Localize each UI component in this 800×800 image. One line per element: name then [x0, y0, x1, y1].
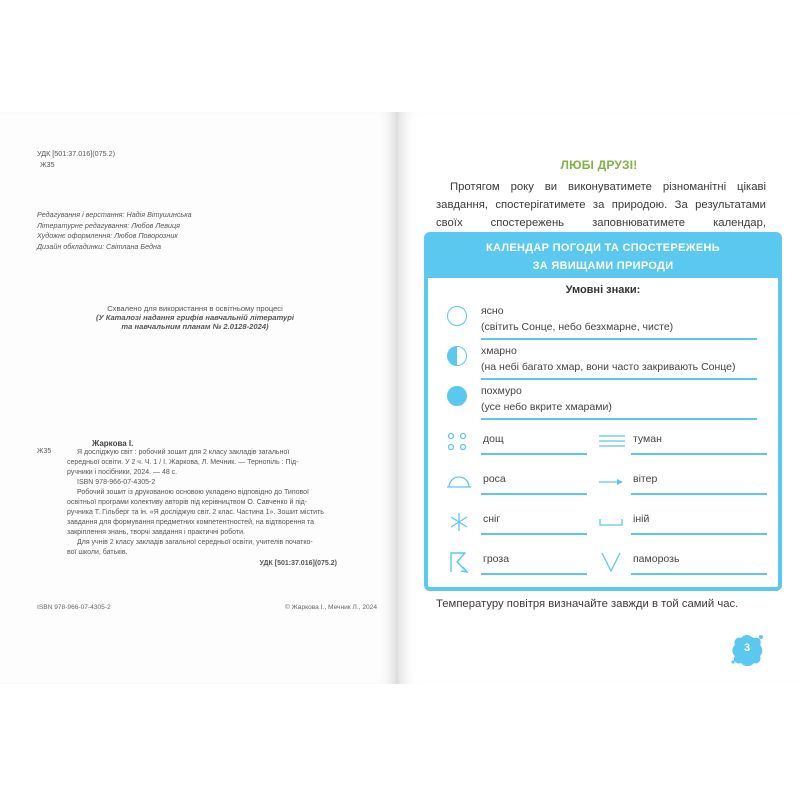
symbol-label: туман [633, 433, 662, 445]
full-circle-icon [447, 386, 467, 406]
symbol-rime [597, 549, 767, 577]
write-line [481, 453, 587, 455]
symbol-hoarfrost [597, 509, 767, 537]
write-line [631, 573, 767, 575]
dew-icon [447, 471, 471, 493]
symbol-thunderstorm [447, 549, 587, 577]
credits [37, 210, 192, 252]
outro-text: Температуру повітря визначайте завжди в той самий час. [436, 598, 739, 610]
write-line [481, 378, 757, 380]
symbol-rain [447, 429, 587, 457]
sky-description: (світить Сонце, небо безхмарне, чисте) [481, 321, 674, 333]
page-number: 3 [743, 642, 751, 654]
author-name: Жаркова І. [92, 439, 134, 448]
symbol-wind [597, 469, 767, 497]
annotation-line: освітньої програми колективу авторів під керівництвом О. Савченко й під- [67, 499, 308, 506]
symbol-label: роса [483, 473, 506, 485]
calendar-title [428, 236, 778, 278]
approval-line: (У Каталозі надання грифів навчальній літературі [96, 313, 294, 322]
left-footer [37, 604, 377, 611]
symbol-snow [447, 509, 587, 537]
approval-line: та навчальним планам № 2.0128-2024) [121, 322, 269, 331]
calendar-title-line: ЗА ЯВИЩАМИ ПРИРОДИ [532, 260, 674, 272]
credit-line: Редагування і верстання: Надія Вітушинська [37, 210, 192, 219]
write-line [481, 338, 757, 340]
udk-header [37, 149, 115, 170]
symbol-label: дощ [483, 433, 504, 445]
symbol-row [447, 509, 767, 537]
annotation-line: Робочий зошит із друкованою основою укладено відповідно до Типової [77, 489, 309, 496]
udk-bottom: УДК [501:37.016](075.2) [259, 560, 337, 567]
write-line [631, 453, 767, 455]
symbol-label: іній [633, 513, 650, 525]
symbol-dew [447, 469, 587, 497]
empty-circle-icon [447, 306, 467, 326]
biblio-line: Я досліджую світ : робочий зошит для 2 класу закладів загальної [77, 449, 290, 456]
sky-label: похмуро [481, 385, 522, 397]
calendar-title-line: КАЛЕНДАР ПОГОДИ ТА СПОСТЕРЕЖЕНЬ [486, 242, 720, 254]
rime-icon [597, 551, 625, 573]
page-number-badge [729, 632, 765, 668]
sky-label: ясно [481, 305, 504, 317]
symbol-fog [597, 429, 767, 457]
approval-line: Схвалено для використання в освітньому процесі [107, 304, 283, 313]
udk-code: УДК [501:37.016](075.2) [37, 149, 116, 158]
isbn-footer: ISBN 978-966-07-4305-2 [37, 604, 111, 611]
audience-line: Для учнів 2 класу закладів загальної середньої освіти, учителів початко- [77, 539, 313, 546]
write-line [631, 533, 767, 535]
intro-paragraph: Протягом року ви виконуватимете різноманітні цікаві завдання, спостерігатимете за природою. За результатами своїх спостережень заповнюватимете календар, [436, 181, 766, 229]
audience-line: вої школи, батьків. [67, 549, 128, 556]
weather-calendar-box [424, 232, 782, 591]
legend-title: Умовні знаки: [565, 284, 641, 296]
annotation-line: закріплення знань, творчі завдання і практичні роботи. [67, 529, 245, 536]
credit-line: Дизайн обкладинки: Світлана Бедна [37, 241, 161, 251]
symbol-label: паморозь [633, 553, 680, 565]
symbol-row [447, 549, 767, 577]
symbol-label: вітер [633, 473, 658, 485]
fog-icon [597, 431, 625, 453]
biblio-line: середньої освіти. У 2 ч. Ч. 1 / І. Жаркова, Л. Мечник. — Тернопіль : Під- [67, 459, 299, 466]
greeting-heading: ЛЮБІ ДРУЗІ! [560, 158, 638, 172]
bibliographic-record [37, 439, 337, 567]
write-line [481, 493, 587, 495]
symbol-label: сніг [483, 513, 501, 525]
bbk-code: Ж35 [40, 159, 55, 169]
wind-arrow-icon [597, 471, 625, 493]
symbol-row [447, 469, 767, 497]
write-line [631, 493, 767, 495]
annotation-line: завдання для формування предметних компетентностей, на відтворення та [67, 519, 314, 526]
hoarfrost-icon [597, 511, 625, 533]
isbn-line: ISBN 978-966-07-4305-2 [77, 479, 156, 486]
sky-description: (на небі багато хмар, вони часто закривають Сонце) [481, 361, 736, 373]
write-line [481, 418, 757, 420]
snowflake-icon [447, 511, 471, 533]
write-line [481, 533, 587, 535]
credit-line: Літературне редагування: Любов Левиця [37, 220, 180, 230]
sky-label: хмарно [481, 345, 517, 357]
thunderstorm-icon [447, 551, 471, 573]
half-circle-icon [447, 346, 467, 366]
left-page [0, 112, 398, 684]
rain-icon [447, 431, 471, 453]
credit-line: Художнє оформлення: Любов Поворозник [37, 231, 178, 240]
annotation-line: ручника Т. Гільберг та ін. «Я досліджую світ. 2 клас. Частина 1». Зошит містить [67, 509, 324, 516]
symbol-row [447, 429, 767, 457]
sky-description: (усе небо вкрите хмарами) [481, 401, 612, 413]
approval-note [60, 304, 330, 331]
biblio-line: ручники і посібники, 2024. — 48 с. [67, 469, 178, 476]
symbol-label: гроза [483, 553, 510, 565]
catalog-code: Ж35 [37, 448, 52, 455]
right-page [398, 112, 800, 684]
copyright-note: © Жаркова І., Мечник Л., 2024 [284, 604, 377, 611]
write-line [481, 573, 587, 575]
